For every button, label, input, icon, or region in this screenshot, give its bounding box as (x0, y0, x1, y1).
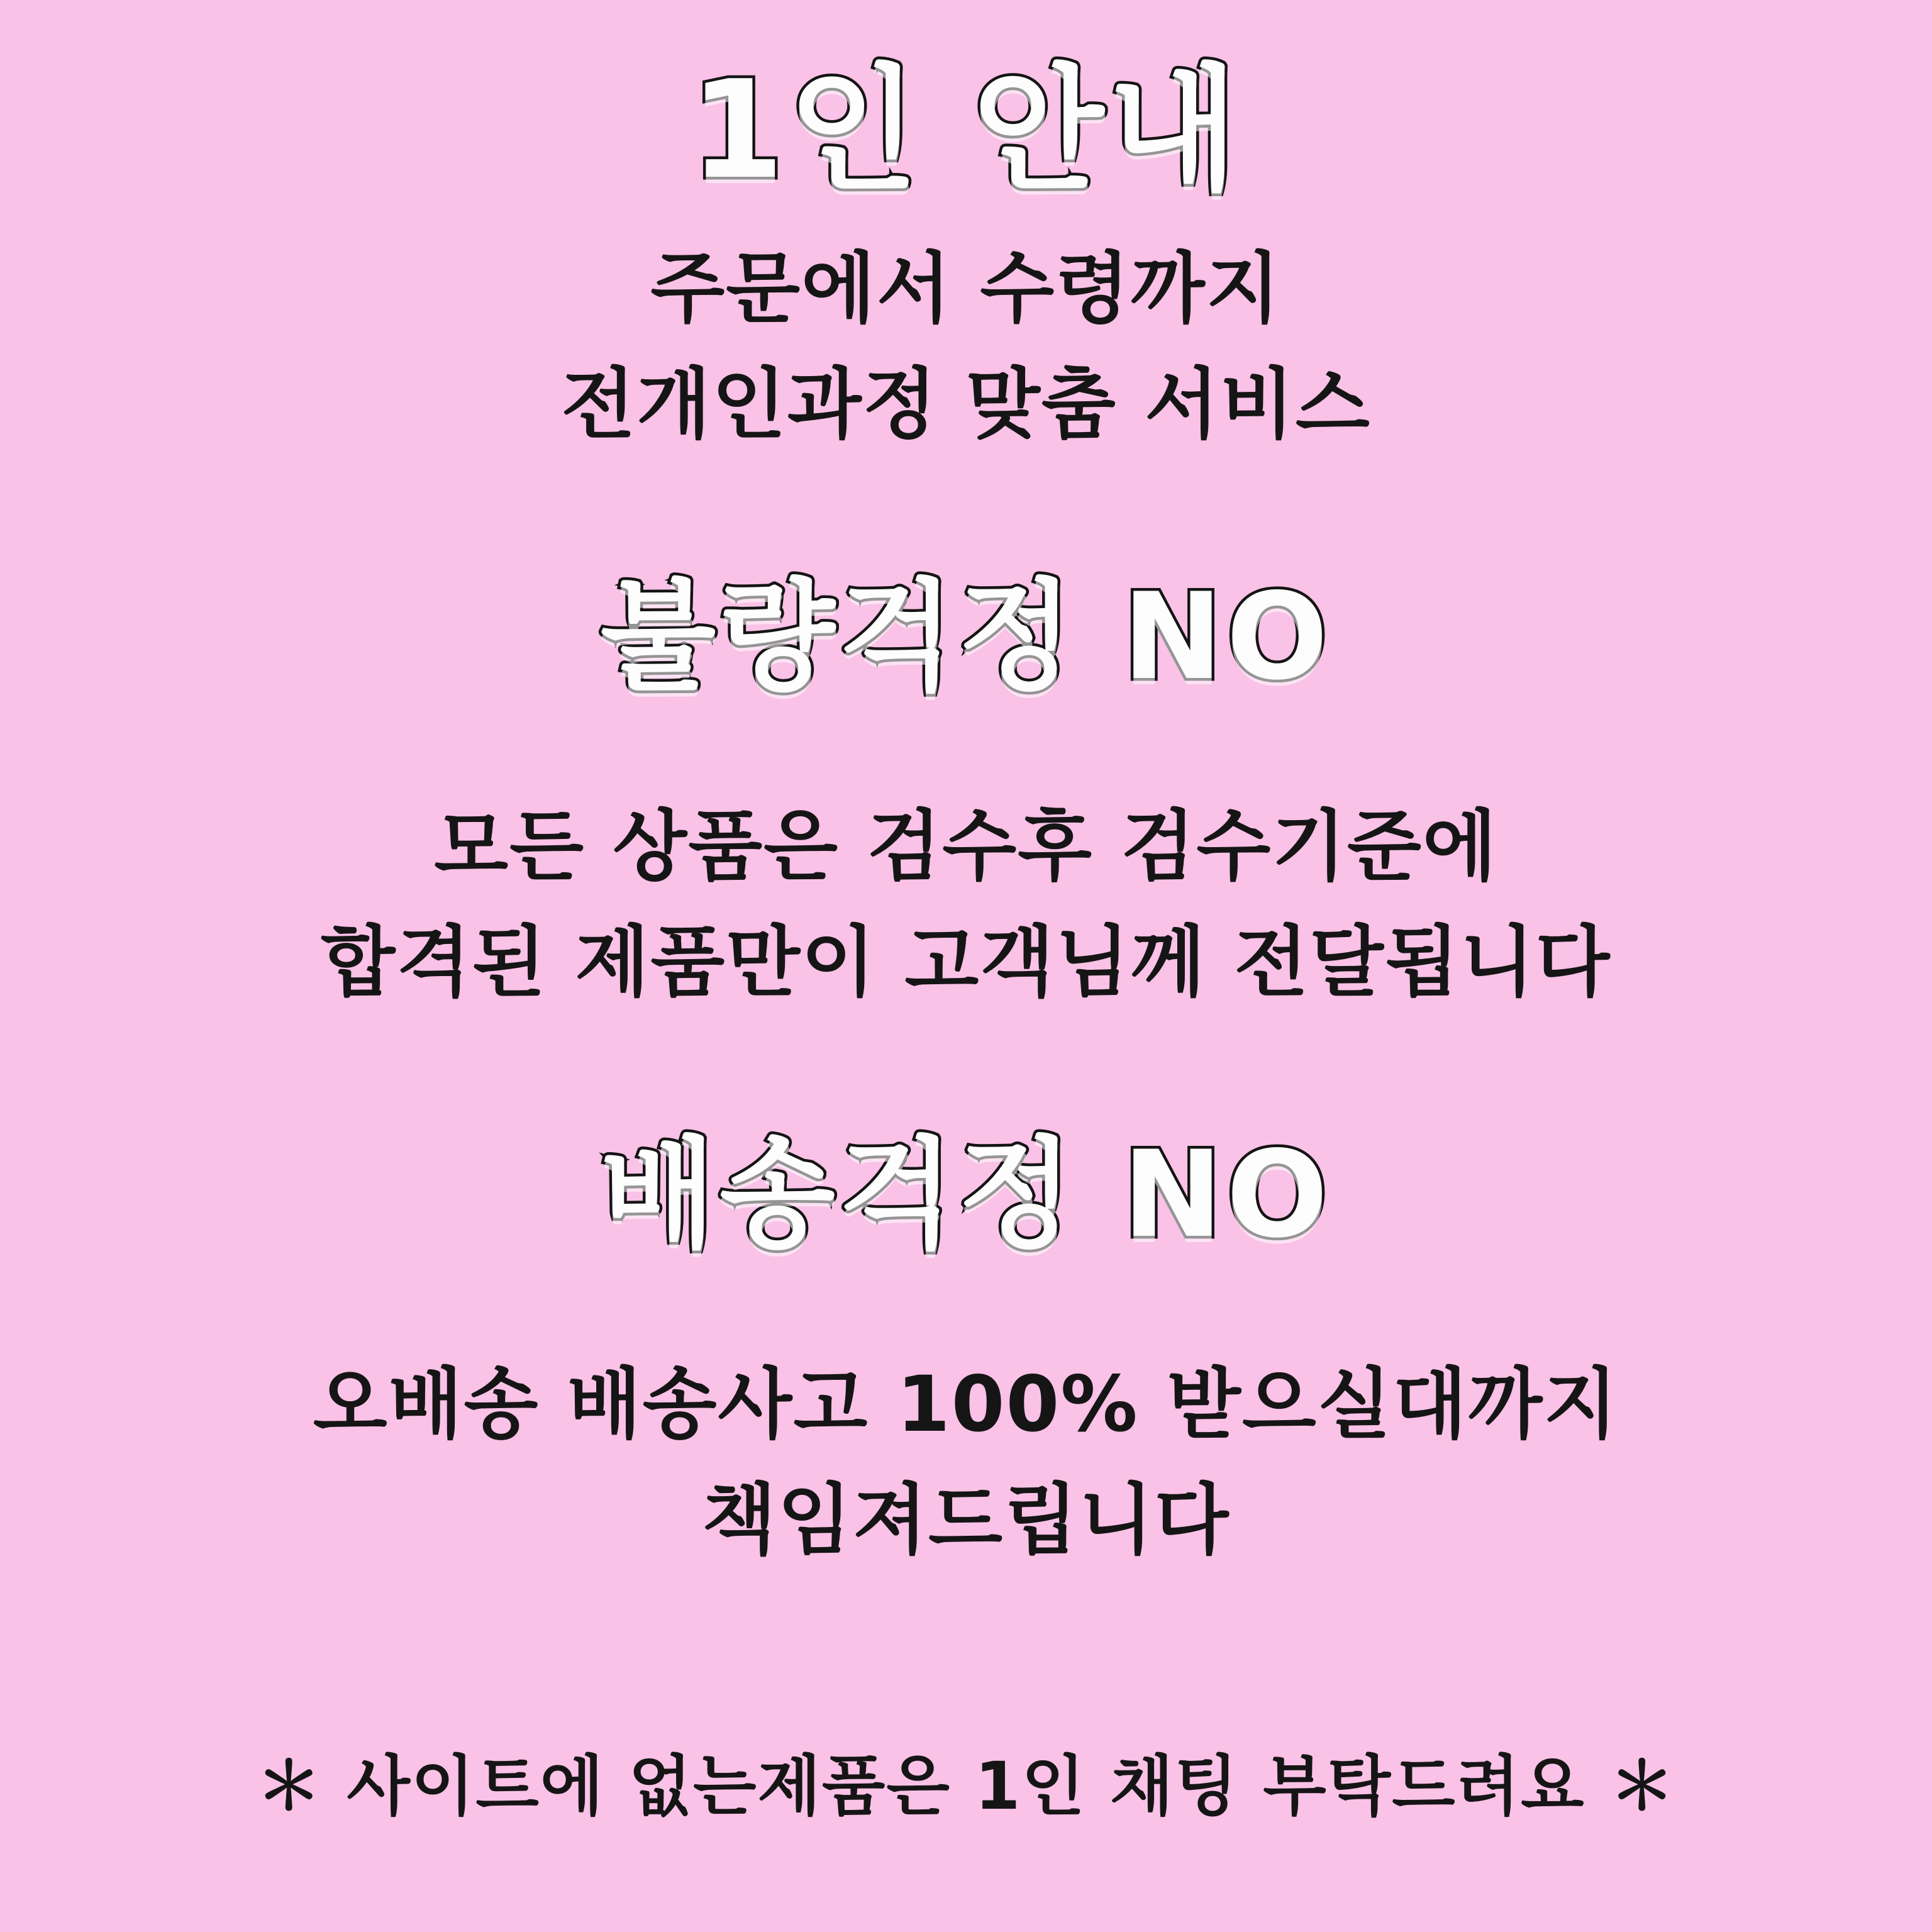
quality-section (57, 567, 1875, 1008)
intro-section (57, 244, 1875, 450)
intro-line-2: 전개인과정 맞춤 서비스 (561, 359, 1371, 449)
shipping-line-2: 책임져드립니다 (702, 1475, 1230, 1565)
footnote: ＊ 사이트에 없는제품은 1인 채팅 부탁드려요 ＊ (256, 1748, 1676, 1825)
quality-line-1: 모든 상품은 검수후 검수기준에 (434, 801, 1498, 891)
shipping-heading: 배송걱정 NO (600, 1124, 1332, 1264)
shipping-line-1: 오배송 배송사고 100% 받으실대까지 (313, 1359, 1619, 1449)
shipping-section (57, 1124, 1875, 1566)
quality-line-2: 합격된 제품만이 고객님께 전달됩니다 (321, 917, 1611, 1007)
intro-line-1: 주문에서 수령까지 (650, 243, 1282, 333)
quality-heading: 불량걱정 NO (600, 567, 1332, 706)
page-title: 1인 안내 (690, 51, 1242, 209)
